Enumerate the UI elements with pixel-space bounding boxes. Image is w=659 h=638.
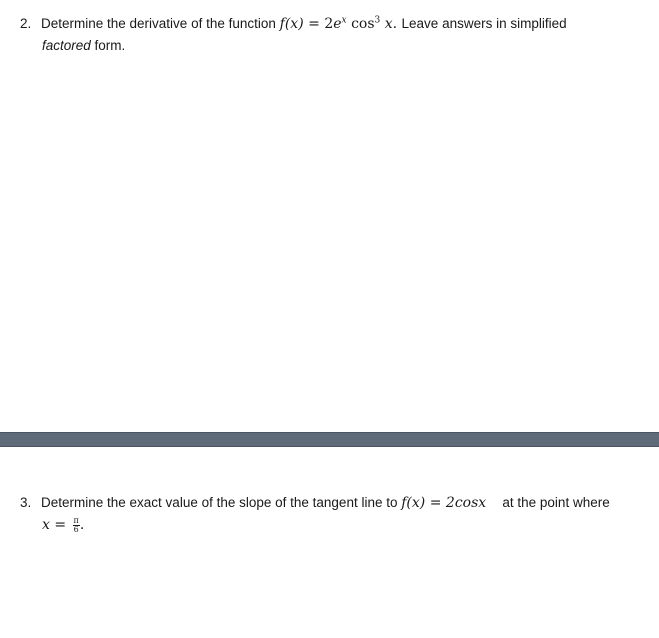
function-rhs: 2cosx	[445, 495, 487, 511]
question-number: 2.	[20, 16, 32, 31]
question-2-line-2	[0, 35, 659, 56]
question-3	[0, 492, 659, 536]
equals-sign: =	[429, 495, 442, 511]
coefficient: 2	[324, 16, 334, 32]
exponential-power: x	[341, 15, 347, 26]
point-expression	[42, 517, 84, 533]
trig-power: 3	[374, 15, 381, 26]
question-text-end: form.	[90, 38, 126, 53]
question-number: 3.	[20, 495, 32, 510]
function-lhs: f(x)	[401, 495, 426, 511]
point-variable: x	[42, 517, 50, 533]
function-expression	[280, 16, 402, 32]
exponential-base: e	[333, 16, 342, 32]
question-text-end: at the point where	[502, 495, 610, 510]
trig-function: cos	[351, 16, 375, 32]
point-trailing-period: .	[79, 517, 85, 533]
question-2	[0, 13, 659, 56]
question-3-line-2	[0, 514, 659, 536]
fraction-numerator: π	[73, 515, 79, 525]
question-instruction: Leave answers in simplified	[401, 16, 567, 31]
section-divider	[0, 432, 659, 447]
equals-sign: =	[54, 517, 67, 533]
function-expression	[401, 495, 490, 511]
question-prompt: Determine the derivative of the function	[41, 16, 276, 31]
question-2-line-1	[0, 13, 659, 35]
pi-over-six-fraction	[73, 517, 80, 534]
function-lhs: f(x)	[279, 16, 304, 32]
question-3-line-1	[0, 492, 659, 514]
trig-argument: x.	[384, 16, 398, 32]
question-text	[41, 13, 659, 35]
question-text	[41, 492, 659, 514]
equals-sign: =	[308, 16, 320, 32]
fraction-denominator: 6	[73, 524, 79, 534]
question-prompt: Determine the exact value of the slope of the tangent line to	[41, 495, 398, 510]
emphasis-word: factored	[42, 38, 91, 53]
